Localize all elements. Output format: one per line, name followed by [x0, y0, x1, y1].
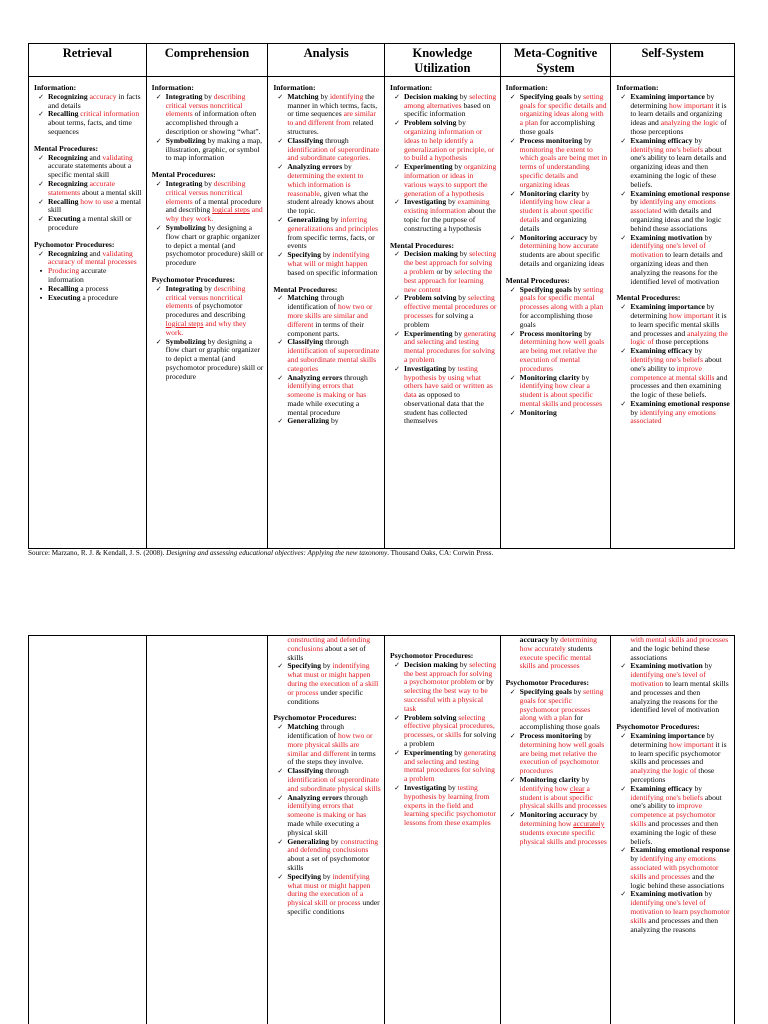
section-label: Psychomotor Procedures: — [273, 713, 357, 723]
checkmark-icon: ✓ — [394, 364, 400, 373]
section-label: Pychomotor Procedures: — [34, 239, 115, 249]
objective-item — [506, 409, 608, 418]
section-label: Information: — [151, 83, 194, 92]
objective-item — [506, 286, 608, 330]
checkmark-icon: ✓ — [38, 197, 44, 206]
item-text: Monitoring clarity by identifying how clear a student is about specific details and organizing details — [519, 188, 593, 233]
column-knowledge-utilization — [385, 44, 501, 548]
section-label: Information: — [34, 83, 77, 92]
item-text: Specifying goals by setting goals for specific mental processes along with a plan for accomplishing those goals — [519, 284, 604, 329]
checkmark-icon: ✓ — [38, 215, 44, 224]
section-label: Information: — [273, 83, 316, 92]
item-text: Recognizing accuracy in facts and details — [48, 91, 141, 110]
item-text: Decision making by selecting the best approach for solving a psychomotor problem or by selecting the best way to be successful with a physical task — [404, 659, 497, 713]
objective-item — [152, 338, 265, 382]
column-retrieval-continued — [29, 636, 147, 1024]
item-text: Integrating by describing critical versus noncritical elements of a mental procedure and describing logical steps and why they work. — [165, 178, 263, 224]
taxonomy-table-page-1 — [28, 43, 735, 549]
objective-item — [273, 838, 381, 873]
column-comprehension-continued — [147, 636, 269, 1024]
column-self-system-continued — [611, 636, 734, 1024]
item-text: Analyzing errors through identifying errors that someone is making or has made while executing a mental procedure — [287, 372, 368, 417]
objective-item — [390, 661, 497, 714]
column-body — [611, 77, 734, 426]
objective-item — [152, 180, 265, 224]
checkmark-icon: ✓ — [277, 294, 284, 303]
source-citation — [28, 549, 493, 558]
item-text: Analyzing errors through identifying errors that someone is making or has made while executing a physical skill — [287, 792, 368, 837]
checkmark-icon: ✓ — [620, 399, 627, 408]
checkmark-icon: ✓ — [620, 784, 627, 793]
source-prefix: Source: Marzano, R. J. & Kendall, J. S. (2008). — [28, 549, 167, 557]
objective-item — [34, 93, 143, 111]
checkmark-icon: ✓ — [155, 337, 162, 346]
checkmark-icon: ✓ — [509, 285, 516, 294]
checkmark-icon: ✓ — [155, 179, 162, 188]
objective-item — [273, 662, 381, 706]
objective-item — [390, 365, 497, 427]
item-text: Investigating by testing hypothesis by learning from experts in the field and learning specific psychomotor lessons from these examples — [404, 782, 496, 828]
column-body — [385, 636, 500, 828]
checkmark-icon: ✓ — [509, 373, 516, 382]
item-text: Producing accurate information — [48, 266, 107, 284]
item-text: Specifying by indentifying what will or might happen based on specific information — [287, 250, 378, 277]
checkmark-icon: ✓ — [394, 294, 400, 303]
checkmark-icon: ✓ — [38, 179, 44, 188]
item-text: Classifying through identification of superordinate and subordinate physical skills — [287, 766, 381, 793]
checkmark-icon: ✓ — [277, 872, 284, 881]
item-text: Experimenting by generating and selecting and testing mental procedures for solving a problem — [404, 747, 496, 784]
objective-item — [273, 417, 381, 426]
column-body — [611, 636, 734, 934]
checkmark-icon: ✓ — [509, 687, 516, 696]
checkmark-icon: ✓ — [38, 110, 44, 119]
column-body — [147, 77, 268, 382]
objective-item — [34, 180, 143, 198]
checkmark-icon: ✓ — [38, 92, 44, 101]
objective-item — [616, 846, 731, 890]
objective-item — [506, 234, 608, 269]
item-text: Examining efficacy by identifying one's beliefs about one's ability to improve competence at psychomotor skills and processes and then examining the logic of these beliefs. — [630, 783, 722, 846]
item-text: Problem solving by organizing information or ideas to help identify a generalization or principle, or to build a hypothesis — [404, 118, 495, 163]
objective-item — [34, 267, 143, 285]
objective-item — [390, 198, 497, 233]
item-text: constructing and defending conclusions about a set of skills — [287, 636, 370, 662]
objective-item — [506, 137, 608, 190]
item-text: Monitoring clarity by identifying how clear a student is about specific mental skills and processes — [519, 372, 603, 408]
item-text: Examining emotional response by identifying any emotions associated with details and organizing ideas and the logic behind these associations — [630, 188, 730, 233]
item-text: Process monitoring by monitoring the extent to which goals are being met in terms of understanding specific details and organizing ideas — [519, 135, 608, 189]
column-header: Knowledge Utilization — [385, 44, 500, 77]
checkmark-icon: ✓ — [155, 92, 162, 101]
column-meta-cognitive-system — [501, 44, 612, 548]
objective-item — [506, 732, 608, 776]
objective-item — [390, 163, 497, 198]
section-label: Information: — [390, 83, 433, 92]
source-suffix: . Thousand Oaks, CA: Corwin Press. — [387, 549, 494, 557]
item-text: Investigating by testing hypothesis by using what others have said or written as data as opposed to observational data that the student has collected themselves — [404, 363, 493, 426]
objective-item — [273, 723, 381, 767]
bullet-icon: ▪ — [39, 267, 43, 276]
item-text: Symbolizing by designing a flow chart or graphic organizer to depict a mental (and psychomotor procedure) skill or procedure — [165, 336, 264, 381]
checkmark-icon: ✓ — [277, 92, 284, 101]
checkmark-icon: ✓ — [394, 783, 400, 792]
objective-item — [390, 714, 497, 749]
item-text: Process monitoring by determining how well goals are being met relative the execution of mental procedures — [519, 328, 605, 373]
bullet-icon: ▪ — [39, 284, 43, 293]
item-text: with mental skills and processes and the logic behind these associations — [630, 636, 729, 662]
column-body — [268, 636, 384, 917]
checkmark-icon: ✓ — [277, 767, 284, 776]
objective-item — [273, 794, 381, 838]
objective-item — [506, 688, 608, 732]
objective-item — [616, 93, 731, 137]
item-text: Monitoring — [519, 407, 557, 417]
checkmark-icon: ✓ — [277, 723, 284, 732]
column-body — [385, 77, 500, 426]
column-body — [501, 636, 611, 846]
checkmark-icon: ✓ — [620, 347, 627, 356]
checkmark-icon: ✓ — [620, 189, 627, 198]
column-body — [29, 77, 146, 302]
column-analysis — [268, 44, 385, 548]
item-text: Examining motivation by identifying one's level of motivation to learn psychomotor skills and processes and then analyzing the reasons — [630, 889, 730, 934]
objective-item — [616, 303, 731, 347]
checkmark-icon: ✓ — [620, 233, 627, 242]
checkmark-icon: ✓ — [155, 136, 162, 145]
item-text: Process monitoring by determining how well goals are being met relative the execution of psychomotor procedures — [519, 730, 605, 776]
item-text: Matching by identifying the manner in which terms, facts, or time sequences are similar to and different from related structures. — [287, 91, 378, 136]
objective-item — [273, 137, 381, 163]
item-text: Monitoring accuracy by determining how accurate students are about specific details and organizing ideas — [519, 232, 605, 268]
item-text: Experimenting by organizing information or ideas in various ways to support the generation of a hypothesis — [404, 162, 497, 198]
continued-text — [616, 636, 731, 662]
objective-item — [616, 137, 731, 190]
checkmark-icon: ✓ — [394, 119, 400, 128]
objective-item — [34, 294, 143, 303]
objective-item — [506, 811, 608, 846]
objective-item — [390, 749, 497, 784]
item-text: Examining emotional response by identifying any emotions associated — [630, 398, 730, 426]
checkmark-icon: ✓ — [277, 251, 284, 260]
checkmark-icon: ✓ — [620, 731, 627, 740]
item-text: Symbolizing by making a map, illustration, graphic, or symbol to map information — [165, 135, 263, 163]
item-text: Integrating by describing critical versus noncritical elements of psychomotor procedures and describing logical steps and why they work. — [165, 283, 247, 337]
item-text: Recognizing and validating accurate statements about a specific mental skill — [48, 152, 133, 180]
checkmark-icon: ✓ — [277, 793, 284, 802]
item-text: Specifying goals by setting goals for specific details and organizing ideas along with a plan for accomplishing those goals — [519, 91, 607, 136]
item-text: Examining efficacy by identifying one's beliefs about one's ability to improve competence at mental skills and processes and then examining the logic of these beliefs. — [630, 346, 728, 400]
checkmark-icon: ✓ — [509, 811, 516, 820]
continued-text — [273, 636, 381, 662]
objective-item — [390, 330, 497, 365]
item-text: Monitoring clarity by identifying how clear a student is about specific physical skills and processes — [519, 774, 607, 811]
checkmark-icon: ✓ — [620, 136, 627, 145]
taxonomy-table-page-2 — [28, 635, 735, 1024]
item-text: Examining efficacy by identifying one's beliefs about one's ability to learn details and organizing ideas and then examining the logic of these beliefs. — [630, 135, 727, 189]
checkmark-icon: ✓ — [394, 329, 400, 338]
checkmark-icon: ✓ — [277, 837, 284, 846]
continued-text — [506, 636, 608, 671]
objective-item — [152, 285, 265, 338]
item-text: Symbolizing by designing a flow chart or graphic organizer to depict a mental (and psychomotor procedure) skill or procedure — [165, 222, 264, 268]
item-text: Examining emotional response by identifying any emotions associated with psychomotor skills and processes and the logic behind these associations — [630, 845, 730, 890]
item-text: Classifying through identification of superordinate and subordinate categories. — [287, 135, 380, 163]
item-text: Problem solving by selecting effective mental procedures or processes for solving a problem — [404, 293, 497, 329]
checkmark-icon: ✓ — [277, 417, 284, 426]
item-text: Analyzing errors by determining the extent to which information is reasonable, given what the student already knows about the topic. — [287, 162, 375, 216]
section-label: Mental Procedures: — [151, 170, 216, 180]
checkmark-icon: ✓ — [394, 748, 400, 757]
checkmark-icon: ✓ — [38, 249, 44, 258]
checkmark-icon: ✓ — [509, 136, 516, 145]
checkmark-icon: ✓ — [394, 660, 400, 669]
objective-item — [390, 119, 497, 163]
section-label: Mental Procedures: — [505, 275, 570, 285]
item-text: Recalling a process — [48, 283, 109, 293]
objective-item — [273, 251, 381, 277]
objective-item — [152, 224, 265, 268]
checkmark-icon: ✓ — [509, 189, 516, 198]
item-text: Decision making by selecting the best approach for solving a problem or by selecting the best approach for learning new content — [404, 249, 497, 294]
checkmark-icon: ✓ — [277, 163, 284, 172]
section-label: Psychomotor Procedures: — [390, 651, 474, 660]
objective-item — [273, 873, 381, 917]
checkmark-icon: ✓ — [277, 373, 284, 382]
objective-item — [616, 662, 731, 715]
column-comprehension — [147, 44, 269, 548]
objective-item — [273, 216, 381, 251]
item-text: Examining importance by determining how important it is to learn details and organizing ideas and analyzing the logic of those perceptions — [630, 91, 727, 136]
checkmark-icon: ✓ — [509, 233, 516, 242]
objective-item — [506, 93, 608, 137]
item-text: Recognizing and validating accuracy of mental processes — [48, 248, 137, 267]
item-text: Decision making by selecting among alternatives based on specific information — [404, 91, 497, 119]
section-label: Psychomotor Procedures: — [505, 678, 589, 688]
checkmark-icon: ✓ — [620, 303, 627, 312]
objective-item — [506, 190, 608, 234]
section-label: Mental Procedures: — [34, 143, 99, 153]
objective-item — [616, 347, 731, 400]
checkmark-icon: ✓ — [155, 284, 162, 293]
objective-item — [152, 93, 265, 137]
objective-item — [34, 154, 143, 180]
item-text: Generalizing by — [287, 416, 339, 426]
source-title: Designing and assessing educational objectives: Applying the new taxonomy — [166, 549, 388, 557]
checkmark-icon: ✓ — [620, 92, 627, 101]
objective-item — [273, 294, 381, 338]
item-text: Investigating by examining existing information about the topic for the purpose of constructing a hypothesis — [404, 197, 496, 233]
checkmark-icon: ✓ — [394, 198, 400, 207]
objective-item — [616, 785, 731, 847]
section-label: Psychomotor Procedures: — [616, 722, 700, 732]
column-header: Retrieval — [29, 44, 146, 77]
item-text: Integrating by describing critical versus noncritical elements of information often accomplished through a description or showing “what”. — [165, 91, 261, 136]
checkmark-icon: ✓ — [277, 136, 284, 145]
objective-item — [273, 374, 381, 418]
objective-item — [506, 776, 608, 811]
column-body — [147, 636, 268, 643]
column-body — [29, 636, 146, 643]
item-text: Matching through identification of how two or more skills are similar and different in terms of their component parts. — [287, 293, 373, 338]
checkmark-icon: ✓ — [394, 92, 400, 101]
checkmark-icon: ✓ — [277, 215, 284, 224]
item-text: Problem solving selecting effective physical procedures, processes, or skills for solving a problem — [404, 712, 497, 748]
objective-item — [390, 93, 497, 119]
objective-item — [273, 93, 381, 137]
item-text: Monitoring accuracy by determining how accurately students execute specific physical skills and processes — [519, 810, 607, 846]
checkmark-icon: ✓ — [155, 223, 162, 232]
section-label: Psychomotor Procedures: — [151, 274, 235, 284]
bullet-icon: ▪ — [39, 293, 43, 302]
objective-item — [390, 784, 497, 828]
objective-item — [34, 250, 143, 268]
column-header: Comprehension — [147, 44, 268, 77]
objective-item — [34, 110, 143, 136]
item-text: accuracy by determining how accurately students execute specific mental skills and processes — [519, 636, 597, 671]
item-text: Examining motivation by identifying one's level of motivation to learn details and organizing ideas and then analyzing the reasons for the identified level of motivation — [630, 232, 723, 286]
objective-item — [616, 400, 731, 426]
item-text: Examining motivation by identifying one's level of motivation to learn mental skills and processes and then analyzing the reasons for the identified level of motivation — [630, 661, 729, 715]
item-text: Examining importance by determining how important it is to learn specific mental skills and processes and analyzing the logic of those perceptions — [630, 302, 728, 347]
checkmark-icon: ✓ — [509, 329, 516, 338]
checkmark-icon: ✓ — [277, 338, 284, 347]
objective-item — [34, 215, 143, 233]
checkmark-icon: ✓ — [509, 92, 516, 101]
section-label: Information: — [505, 83, 548, 92]
column-analysis-continued — [268, 636, 385, 1024]
objective-item — [273, 767, 381, 793]
column-header: Analysis — [268, 44, 384, 77]
item-text: Matching through identification of how two or more physical skills are similar and different in terms of the steps they involve. — [287, 722, 376, 767]
item-text: Recognizing accurate statements about a mental skill — [48, 178, 142, 197]
objective-item — [616, 190, 731, 234]
item-text: Experimenting by generating and selecting and testing mental procedures for solving a problem — [404, 328, 496, 364]
section-label: Mental Procedures: — [273, 284, 338, 294]
column-knowledge-utilization-continued — [385, 636, 501, 1024]
item-text: Executing a procedure — [48, 292, 119, 302]
item-text: Classifying through identification of superordinate and subordinate mental skills categories — [287, 337, 380, 373]
objective-item — [273, 338, 381, 373]
objective-item — [506, 374, 608, 409]
checkmark-icon: ✓ — [394, 713, 400, 722]
objective-item — [34, 198, 143, 216]
item-text: Recalling critical information about terms, facts, and time sequences — [48, 109, 140, 136]
column-body — [268, 77, 384, 426]
objective-item — [390, 250, 497, 294]
checkmark-icon: ✓ — [509, 775, 516, 784]
checkmark-icon: ✓ — [509, 408, 516, 417]
item-text: Specifying by indentifying what must or might happen during the execution of a physical skill or process under specific conditions — [287, 871, 380, 916]
checkmark-icon: ✓ — [620, 662, 627, 671]
objective-item — [390, 294, 497, 329]
checkmark-icon: ✓ — [620, 890, 627, 899]
objective-item — [616, 732, 731, 785]
checkmark-icon: ✓ — [394, 163, 400, 172]
item-text: Generalizing by inferring generalizations and principles from specific terms, facts, or events — [287, 214, 378, 251]
checkmark-icon: ✓ — [277, 662, 284, 671]
item-text: Recalling how to use a mental skill — [48, 196, 142, 215]
section-label: Mental Procedures: — [390, 240, 455, 250]
section-label: Mental Procedures: — [616, 293, 681, 303]
item-text: Specifying goals by setting goals for specific psychomotor processes along with a plan for accomplishing those goals — [519, 686, 604, 732]
checkmark-icon: ✓ — [509, 731, 516, 740]
column-meta-cognitive-system-continued — [501, 636, 612, 1024]
section-label: Information: — [616, 83, 659, 92]
column-retrieval — [29, 44, 147, 548]
objective-item — [616, 234, 731, 287]
column-body — [501, 77, 611, 417]
checkmark-icon: ✓ — [620, 846, 627, 855]
item-text: Examining importance by determining how important it is to learn specific psychomotor skills and processes and analyzing the logic of those perceptions — [630, 730, 727, 784]
column-header: Self-System — [611, 44, 734, 77]
checkmark-icon: ✓ — [394, 250, 400, 259]
column-self-system — [611, 44, 734, 548]
objective-item — [273, 163, 381, 216]
column-header: Meta-Cognitive System — [501, 44, 611, 77]
objective-item — [152, 137, 265, 163]
item-text: Executing a mental skill or procedure — [48, 214, 132, 232]
item-text: Specifying by indentifying what must or might happen during the execution of a skill or process under specific conditions — [287, 661, 379, 706]
objective-item — [506, 330, 608, 374]
objective-item — [616, 890, 731, 934]
checkmark-icon: ✓ — [38, 153, 44, 162]
item-text: Generalizing by constructing and defending conclusions about a set of psychomotor skills — [287, 836, 379, 872]
